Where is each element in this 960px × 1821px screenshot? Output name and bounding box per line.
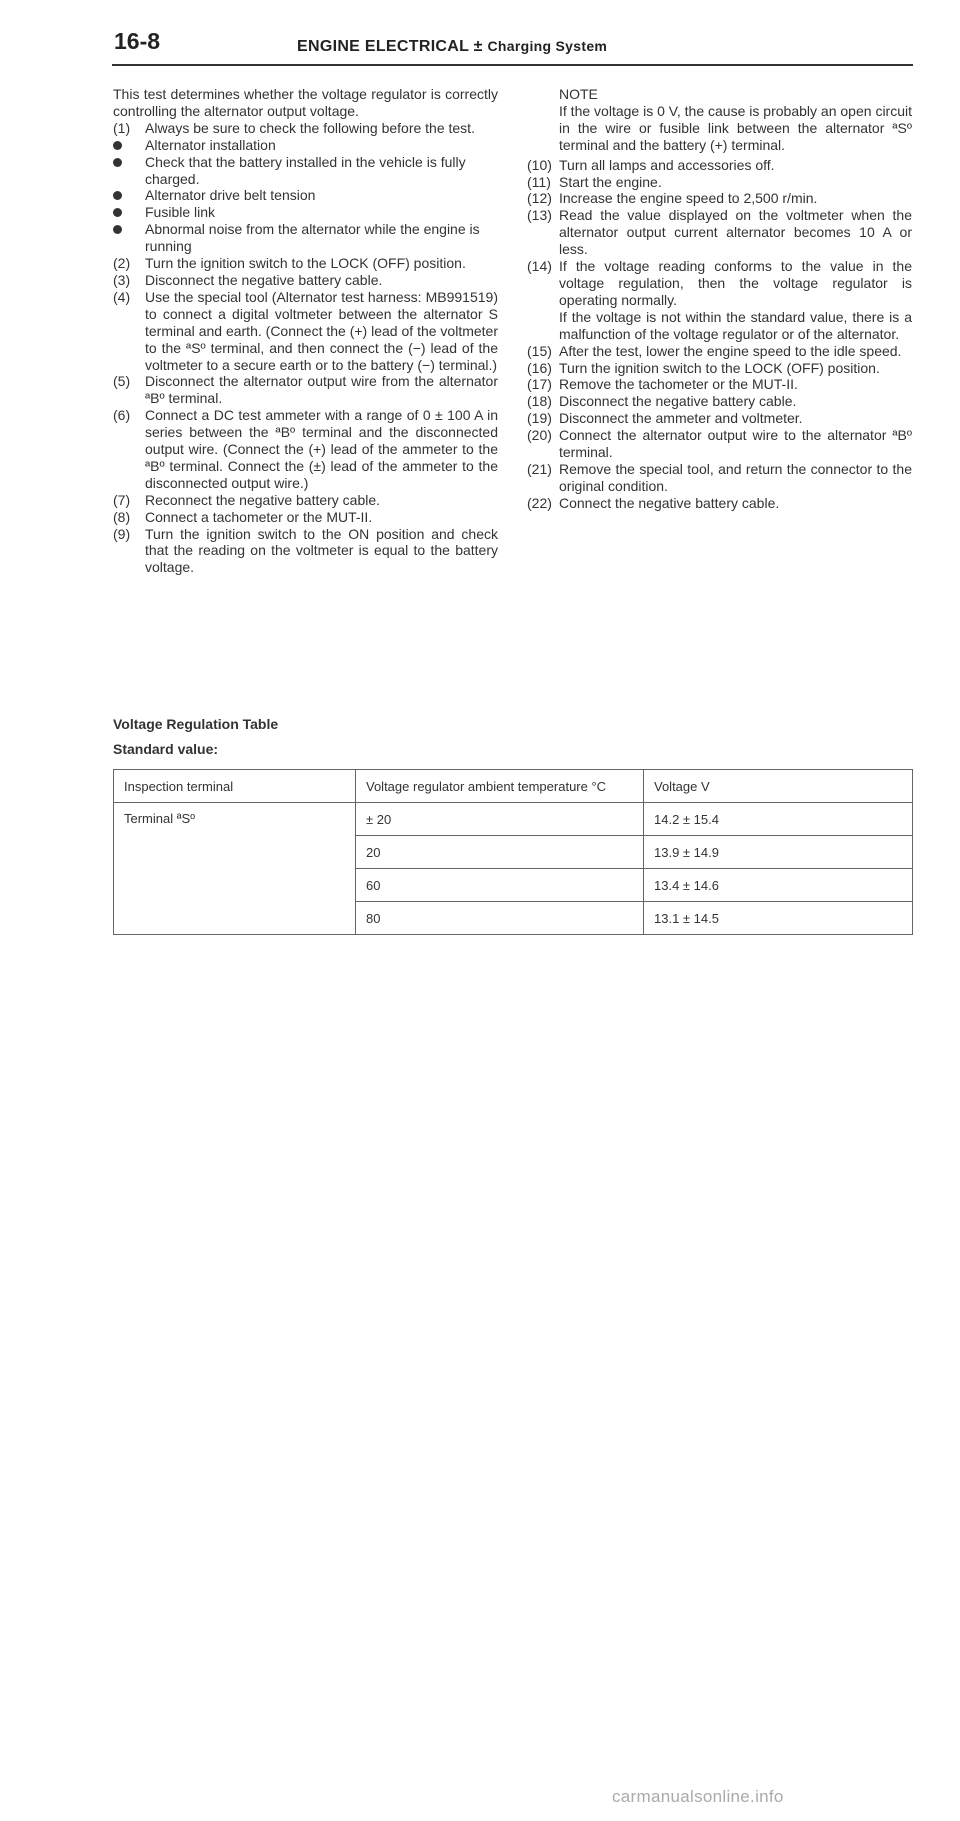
table-row (114, 803, 913, 836)
step-9: (9) Turn the ignition switch to the ON position and check that the reading on the voltmeter is equal to the battery voltage. (113, 525, 498, 576)
section-title: ENGINE ELECTRICAL ± (297, 38, 483, 55)
step-20: (20) Connect the alternator output wire to the alternator ªBº terminal. (527, 427, 912, 461)
terminal-cell: Terminal ªSº (114, 803, 356, 935)
standard-value-label: Standard value: (113, 741, 219, 757)
table-header-row (114, 770, 913, 803)
step-4: (4) Use the special tool (Alternator test harness: MB991519) to connect a digital voltmeter between the alternator S terminal and earth. (Connect the (+) lead of the voltmeter to the ªSº terminal, and then connect the (−) lead of the voltmeter to a secure earth or to the battery (−) terminal.) (113, 288, 498, 373)
note-text: If the voltage is 0 V, the cause is probably an open circuit in the wire or fusible link between the alternator ªSº terminal and the battery (+) terminal. (559, 102, 912, 153)
table-header: Inspection terminal (114, 770, 356, 803)
step-19: (19) Disconnect the ammeter and voltmeter. (527, 410, 803, 427)
temperature-cell: 20 (356, 836, 644, 869)
step-3: (3) Disconnect the negative battery cable. (113, 271, 383, 288)
intro-paragraph: This test determines whether the voltage regulator is correctly controlling the alternator output voltage. (113, 86, 498, 119)
step-8: (8) Connect a tachometer or the MUT-II. (113, 508, 373, 525)
voltage-cell: 13.1 ± 14.5 (644, 902, 913, 935)
step-21: (21) Remove the special tool, and return the connector to the original condition. (527, 460, 912, 494)
step-16: (16) Turn the ignition switch to the LOCK (OFF) position. (527, 359, 880, 376)
bullet-item: Abnormal noise from the alternator while the engine is running (113, 221, 498, 255)
temperature-cell: 60 (356, 869, 644, 902)
bullet-item: Alternator installation (113, 137, 498, 154)
bullet-icon (113, 208, 122, 217)
step-18: (18) Disconnect the negative battery cable. (527, 393, 797, 410)
bullet-icon (113, 158, 122, 167)
table-header: Voltage V (644, 770, 913, 803)
step-17: (17) Remove the tachometer or the MUT-II. (527, 376, 798, 393)
step-2: (2) Turn the ignition switch to the LOCK (OFF) position. (113, 255, 466, 272)
page-number: 16-8 (114, 28, 161, 54)
voltage-regulation-table (113, 769, 913, 935)
bullet-icon (113, 191, 122, 200)
bullet-item: Check that the battery installed in the vehicle is fully charged. (113, 154, 498, 188)
bullet-icon (113, 141, 122, 150)
step-5: (5) Disconnect the alternator output wire from the alternator ªBº terminal. (113, 373, 498, 407)
step-1 (113, 120, 498, 137)
voltage-cell: 14.2 ± 15.4 (644, 803, 913, 836)
step-15: (15) After the test, lower the engine speed to the idle speed. (527, 342, 902, 359)
right-column (527, 86, 912, 512)
bullet-item: Alternator drive belt tension (113, 187, 498, 204)
voltage-cell: 13.4 ± 14.6 (644, 869, 913, 902)
note-label: NOTE (559, 86, 598, 102)
temperature-cell: 80 (356, 902, 644, 935)
step-12: (12) Increase the engine speed to 2,500 r/min. (527, 190, 818, 207)
section-subtitle: Charging System (487, 38, 608, 54)
step-10: (10) Turn all lamps and accessories off. (527, 156, 775, 173)
watermark: carmanualsonline.info (612, 1787, 784, 1806)
table-header: Voltage regulator ambient temperature °C (356, 770, 644, 803)
page-title (297, 38, 607, 56)
header-rule (112, 64, 913, 66)
step-14: (14) If the voltage reading conforms to the value in the voltage regulation, then the voltage regulator is operating normally. (527, 258, 912, 308)
step-13: (13) Read the value displayed on the voltmeter when the alternator output current alternator becomes 10 A or less. (527, 207, 912, 258)
step-11: (11) Start the engine. (527, 173, 662, 190)
section-heading: Voltage Regulation Table (113, 716, 279, 732)
step-number: (1) (113, 119, 131, 136)
step-14-extra: If the voltage is not within the standard value, there is a malfunction of the voltage regulator or of the alternator. (559, 308, 912, 342)
temperature-cell: ± 20 (356, 803, 644, 836)
voltage-cell: 13.9 ± 14.9 (644, 836, 913, 869)
bullet-item: Fusible link (113, 204, 498, 221)
step-text: Always be sure to check the following before the test. (145, 119, 475, 136)
left-column (113, 86, 498, 576)
bullet-icon (113, 225, 122, 234)
step-7: (7) Reconnect the negative battery cable. (113, 491, 381, 508)
step-6: (6) Connect a DC test ammeter with a range of 0 ± 100 A in series between the ªBº terminal and the disconnected output wire. (Connect the (+) lead of the ammeter to the ªBº terminal. Connect the (±) lead of the ammeter to the disconnected output wire.) (113, 407, 498, 491)
step-22: (22) Connect the negative battery cable. (527, 494, 780, 511)
